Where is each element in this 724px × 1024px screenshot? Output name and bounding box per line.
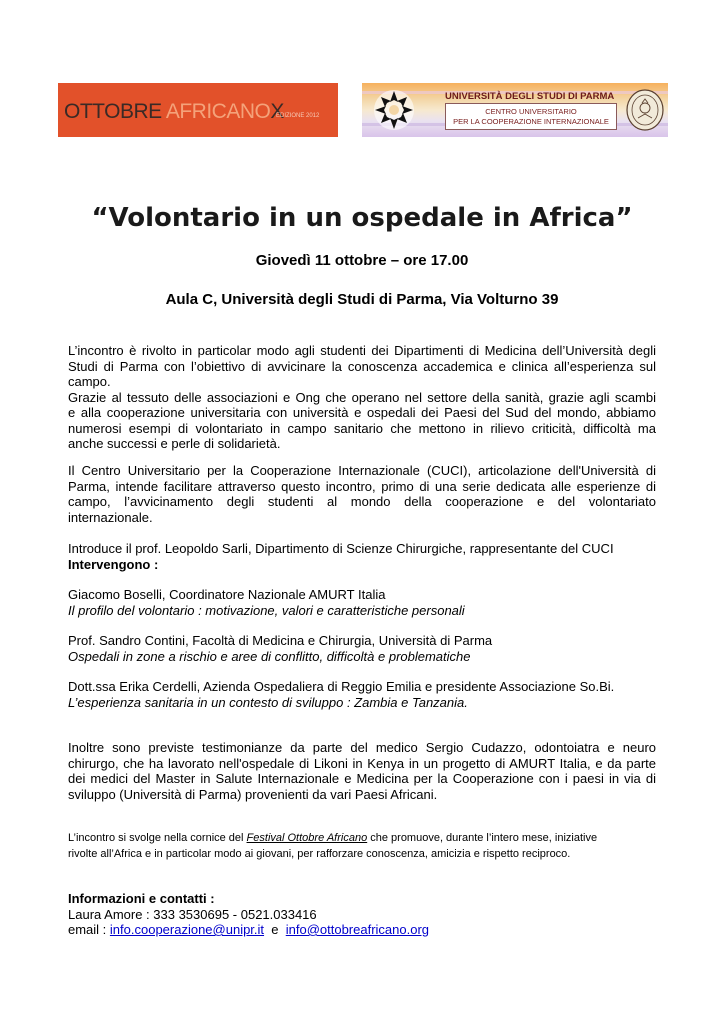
center-name-line2: PER LA COOPERAZIONE INTERNAZIONALE [453,117,609,126]
festival-name: Festival Ottobre Africano [246,832,368,844]
university-banner [362,83,668,137]
center-name-box [445,103,617,130]
text-line: numerosi esempi di volontariato in campo sanitario che mettono in rilievo criticità, difficoltà ma [68,420,656,436]
email-link-cooperazione[interactable]: info.cooperazione@unipr.it [109,922,265,937]
logo-word-x: X [270,100,284,123]
text-line: Grazie al tessuto delle associazioni e Ong che operano nel settore della sanità, grazie agli scambi [68,389,656,405]
text-line: Il Centro Universitario per la Cooperazione Internazionale (CUCI), articolazione dell'Università di [68,463,656,478]
ottobre-africano-logo [58,83,338,137]
speaker-name: Dott.ssa Erika Cerdelli, Azienda Ospedaliera di Reggio Emilia e presidente Associazione So.Bi. [68,679,615,694]
moderator-line: Introduce il prof. Leopoldo Sarli, Dipartimento di Scienze Chirurgiche, rappresentante del CUCI [68,541,614,556]
text-line: Inoltre sono previste testimonianze da parte del medico Sergio Cudazzo, odontoiatra e neuro [68,740,656,755]
email-separator: e [264,922,286,937]
text-line: sviluppo (Università di Parma) provenienti da vari Paesi Africani. [68,786,438,802]
logo-edition: EDIZIONE 2012 [276,113,320,119]
moderator-block [68,541,656,572]
university-name: UNIVERSITÀ DEGLI STUDI DI PARMA [445,91,615,102]
speaker-1 [68,587,656,618]
page-title: “Volontario in un ospedale in Africa” [91,203,633,233]
cuci-paragraph [68,463,656,525]
testimonials-paragraph [68,740,656,802]
speaker-3 [68,679,656,710]
festival-after: che promuove, durante l’intero mese, iniziative [367,832,598,844]
contacts-phone: Laura Amore : 333 3530695 - 0521.033416 [68,906,317,922]
speaker-name: Prof. Sandro Contini, Facoltà di Medicina e Chirurgia, Università di Parma [68,633,493,648]
festival-line2: rivolte all’Africa e in particolar modo ai giovani, per rafforzare conoscenza, amicizia e rispetto reciproco. [68,848,571,860]
event-date: Giovedì 11 ottobre – ore 17.00 [255,252,469,269]
university-seal-icon [625,88,665,132]
center-name-line1: CENTRO UNIVERSITARIO [485,107,577,116]
event-place: Aula C, Università degli Studi di Parma, Via Volturno 39 [165,291,559,308]
text-line: anche successi e perle di solidarietà. [68,436,281,451]
speaker-2 [68,633,656,664]
text-line: Studi di Parma con l’obiettivo di avvicinare la conoscenza accademica e clinica all’esperienza sul [68,358,656,374]
text-line: campo, l’avvicinamento degli studenti al mondo della cooperazione e del volontariato [68,494,656,509]
festival-line1 [68,830,658,846]
text-line: L’incontro è rivolto in particolar modo agli studenti dei Dipartimenti di Medicina dell’Università degli [68,343,656,358]
logo-word-ottobre: OTTOBRE [64,100,162,123]
speaker-topic: Il profilo del volontario : motivazione, valori e caratteristiche personali [68,602,465,618]
festival-note [68,830,658,862]
intro-paragraph [68,343,656,452]
email-label: email : [68,922,110,937]
text-line: Parma, intende facilitare attraverso questo incontro, primo di una serie dedicata alle esperienze di [68,478,656,494]
contacts-email-line [68,922,656,938]
text-line: internazionale. [68,509,153,525]
text-line: dei medici del Master in Salute Internazionale e Medicina per la Cooperazione con i paesi in via di [68,771,656,786]
contacts-heading: Informazioni e contatti : [68,891,215,906]
email-link-ottobreafricano[interactable]: info@ottobreafricano.org [285,922,430,937]
logo-text [64,100,284,124]
text-line: chirurgo, che ha lavorato nell'ospedale di Likoni in Kenya in un progetto di AMURT Italia, e da parte [68,755,656,771]
speakers-heading: Intervengono : [68,556,159,572]
logo-word-africano: AFRICANO [165,100,271,123]
contacts-block [68,891,656,938]
text-line: e alla cooperazione universitaria con università e ospedali dei Paesi del Sud del mondo, abbiamo [68,405,656,420]
text-line: campo. [68,374,111,389]
festival-before: L’incontro si svolge nella cornice del [68,832,247,844]
cuci-star-logo-icon [372,88,416,132]
speaker-topic: Ospedali in zone a rischio e aree di conflitto, difficoltà e problematiche [68,648,471,664]
speaker-name: Giacomo Boselli, Coordinatore Nazionale AMURT Italia [68,587,386,602]
speaker-topic: L’esperienza sanitaria in un contesto di sviluppo : Zambia e Tanzania. [68,694,468,710]
